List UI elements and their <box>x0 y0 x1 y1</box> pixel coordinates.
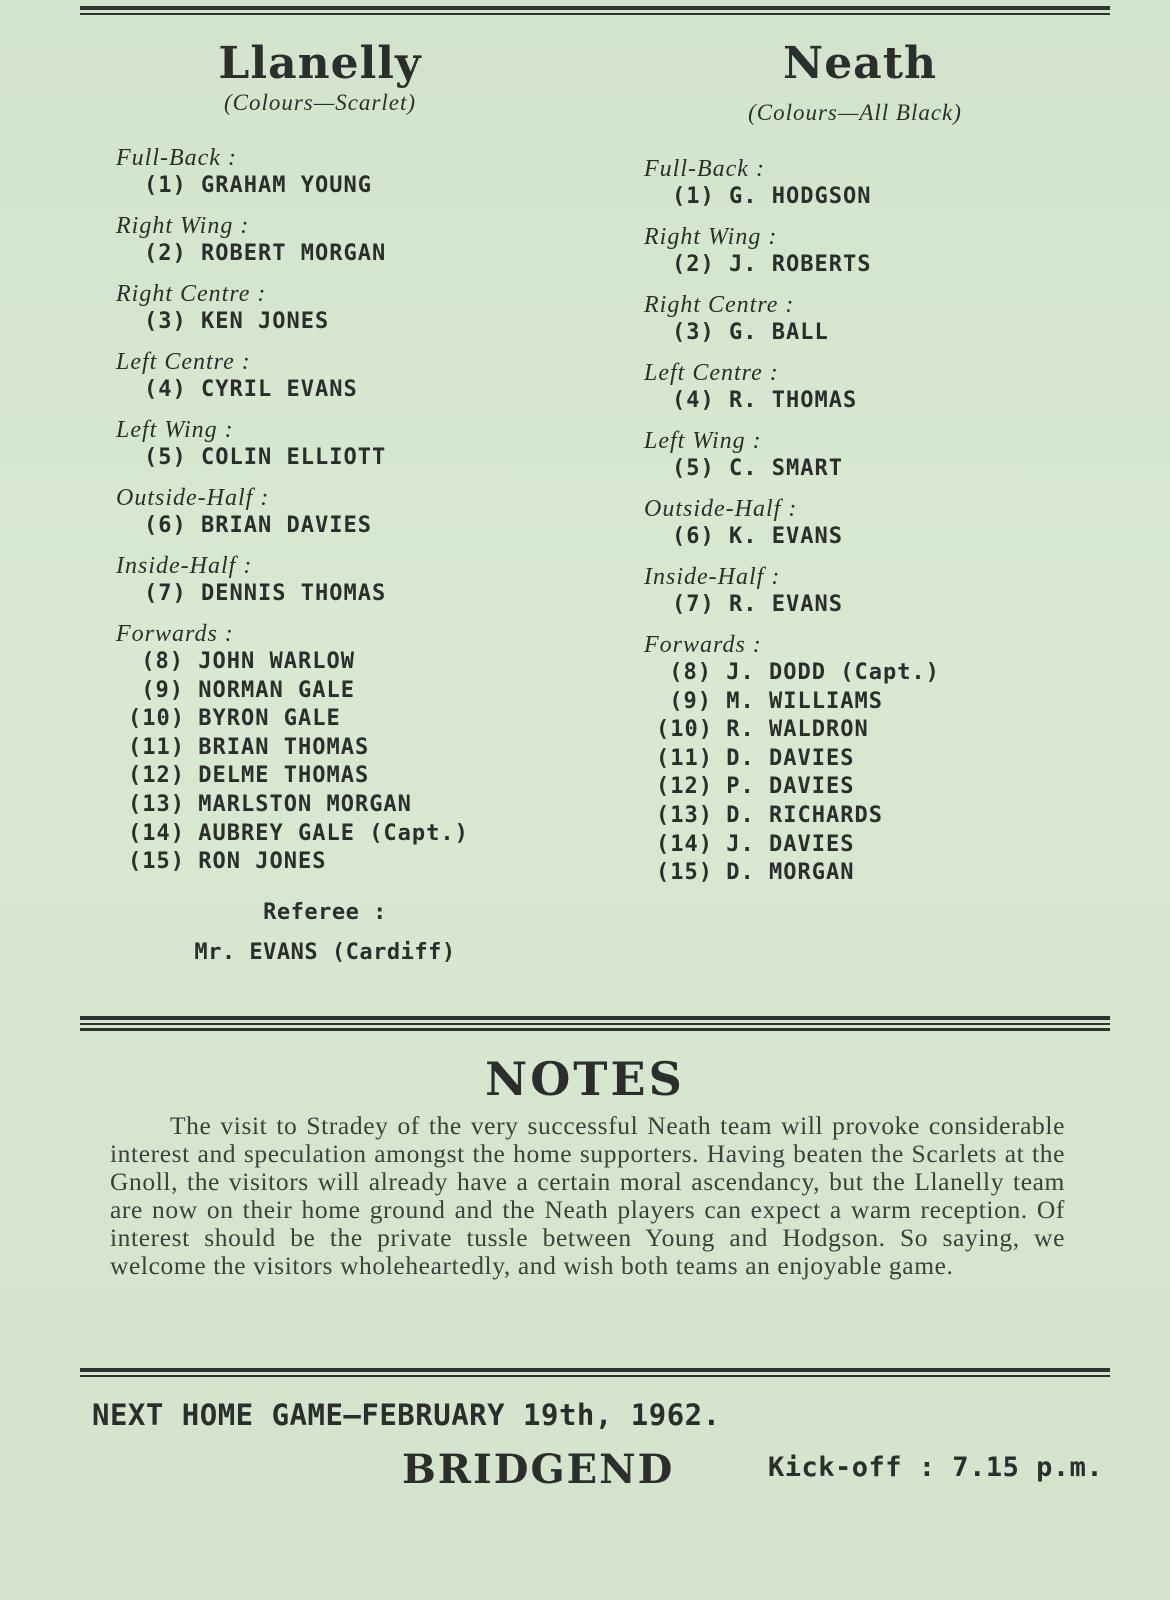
player-row <box>644 387 1084 415</box>
forward-row <box>644 659 1084 688</box>
player-number: (1) <box>144 173 187 198</box>
forward-row <box>644 745 1084 774</box>
next-game-rule <box>80 1368 1110 1377</box>
player-row <box>644 319 1084 347</box>
player-name: J. ROBERTS <box>729 252 872 277</box>
player-number: (8) <box>669 660 712 685</box>
player-number: (13) <box>656 802 713 828</box>
player-number: (5) <box>672 456 715 481</box>
player-name: D. DAVIES <box>726 745 855 771</box>
player-number: (13) <box>128 791 185 817</box>
top-rule <box>80 6 1110 15</box>
player-name: K. EVANS <box>729 524 843 549</box>
position-label: Right Wing : <box>116 213 250 239</box>
player-name: RON JONES <box>198 849 327 875</box>
player-number: (4) <box>144 377 187 402</box>
position-group <box>116 348 556 404</box>
position-label: Full-Back : <box>116 145 237 171</box>
forward-row <box>116 734 556 763</box>
player-number: (10) <box>128 706 185 732</box>
forwards-label: Forwards : <box>116 621 234 647</box>
forward-row <box>116 791 556 820</box>
player-row <box>644 591 1084 619</box>
position-group <box>644 291 1084 347</box>
player-number: (8) <box>141 649 184 674</box>
player-number: (12) <box>128 763 185 789</box>
player-number: (1) <box>672 184 715 209</box>
notes-body <box>110 1112 1065 1280</box>
player-number: (14) <box>128 820 185 846</box>
player-number: (6) <box>672 524 715 549</box>
player-row <box>116 444 556 472</box>
player-number: (3) <box>144 309 187 334</box>
player-name: BRIAN THOMAS <box>198 734 370 760</box>
position-label: Full-Back : <box>644 156 765 182</box>
next-opponent: BRIDGEND <box>402 1446 675 1493</box>
position-label: Left Centre : <box>116 349 251 375</box>
referee-label: Referee : <box>263 900 387 925</box>
player-number: (7) <box>144 581 187 606</box>
player-name: R. WALDRON <box>726 717 869 743</box>
player-row <box>116 240 556 268</box>
player-name: R. THOMAS <box>729 388 858 413</box>
position-label: Outside-Half : <box>116 485 270 511</box>
player-row <box>116 308 556 336</box>
player-row <box>644 251 1084 279</box>
notes-paragraph: The visit to Stradey of the very successful Neath team will provoke considerable interest and speculation amongst the home supporters. Having beaten the Scarlets at the Gnoll, the visitors will already have a certain moral ascendancy, but the Llanelly team are now on their home ground and the Neath players can expect a warm reception. Of interest should be the private tussle between Young and Hodgson. So saying, we welcome the visitors wholeheartedly, and wish both teams an enjoyable game. <box>110 1111 1065 1280</box>
player-number: (9) <box>669 688 712 714</box>
position-group <box>116 144 556 200</box>
player-number: (9) <box>141 677 184 703</box>
player-number: (7) <box>672 592 715 617</box>
kickoff-time: Kick-off : 7.15 p.m. <box>768 1452 1104 1483</box>
away-team-colours: (Colours—All Black) <box>748 100 962 125</box>
position-group <box>116 552 556 608</box>
player-name: BYRON GALE <box>198 706 341 732</box>
away-team-name: Neath <box>782 38 938 89</box>
player-name: G. HODGSON <box>729 184 872 209</box>
forward-row <box>644 716 1084 745</box>
player-number: (15) <box>656 860 713 886</box>
position-group <box>116 280 556 336</box>
forwards-label: Forwards : <box>644 632 762 658</box>
home-lineup <box>116 144 556 877</box>
player-number: (14) <box>656 831 713 857</box>
player-number: (11) <box>656 745 713 771</box>
notes-top-rule <box>80 1016 1110 1031</box>
player-number: (6) <box>144 513 187 538</box>
position-group <box>644 359 1084 415</box>
position-label: Right Centre : <box>116 281 267 307</box>
player-name: COLIN ELLIOTT <box>201 445 387 470</box>
player-name: M. WILLIAMS <box>726 688 883 714</box>
position-group <box>116 416 556 472</box>
position-label: Right Centre : <box>644 292 795 318</box>
player-number: (15) <box>128 849 185 875</box>
forward-row <box>644 802 1084 831</box>
position-label: Right Wing : <box>644 224 778 250</box>
player-row <box>116 512 556 540</box>
position-label: Left Wing : <box>644 428 762 454</box>
position-group <box>644 155 1084 211</box>
referee-name: Mr. EVANS (Cardiff) <box>194 940 456 965</box>
player-name: CYRIL EVANS <box>201 377 358 402</box>
position-label: Outside-Half : <box>644 496 798 522</box>
player-name: P. DAVIES <box>726 774 855 800</box>
home-team-name: Llanelly <box>218 38 422 89</box>
player-name: AUBREY GALE (Capt.) <box>198 820 469 846</box>
player-number: (2) <box>144 241 187 266</box>
player-row <box>644 183 1084 211</box>
player-row <box>116 580 556 608</box>
forward-row <box>116 648 556 677</box>
forward-row <box>116 820 556 849</box>
player-name: MARLSTON MORGAN <box>198 791 412 817</box>
position-group <box>644 495 1084 551</box>
player-row <box>116 172 556 200</box>
player-row <box>644 455 1084 483</box>
forward-row <box>644 831 1084 860</box>
forward-row <box>644 859 1084 888</box>
position-group <box>644 563 1084 619</box>
position-label: Left Wing : <box>116 417 234 443</box>
player-name: BRIAN DAVIES <box>201 513 372 538</box>
player-name: D. MORGAN <box>726 860 855 886</box>
player-name: D. RICHARDS <box>726 802 883 828</box>
player-name: DELME THOMAS <box>198 763 370 789</box>
player-name: C. SMART <box>729 456 843 481</box>
notes-title: NOTES <box>485 1052 685 1106</box>
player-number: (11) <box>128 734 185 760</box>
player-number: (4) <box>672 388 715 413</box>
home-team-colours: (Colours—Scarlet) <box>223 90 417 115</box>
player-number: (2) <box>672 252 715 277</box>
position-group <box>644 223 1084 279</box>
position-group <box>116 212 556 268</box>
forward-row <box>116 677 556 706</box>
player-number: (3) <box>672 320 715 345</box>
player-name: KEN JONES <box>201 309 330 334</box>
player-name: DENNIS THOMAS <box>201 581 387 606</box>
forward-row <box>644 773 1084 802</box>
forward-row <box>116 705 556 734</box>
forward-row <box>644 688 1084 717</box>
player-number: (12) <box>656 774 713 800</box>
player-row <box>116 376 556 404</box>
away-lineup <box>644 155 1084 888</box>
player-name: GRAHAM YOUNG <box>201 173 372 198</box>
player-name: JOHN WARLOW <box>198 649 355 674</box>
player-name: ROBERT MORGAN <box>201 241 387 266</box>
player-name: J. DAVIES <box>726 831 855 857</box>
player-name: R. EVANS <box>729 592 843 617</box>
player-row <box>644 523 1084 551</box>
position-group <box>644 427 1084 483</box>
forward-row <box>116 848 556 877</box>
position-label: Inside-Half : <box>644 564 781 590</box>
forward-row <box>116 762 556 791</box>
player-name: NORMAN GALE <box>198 677 355 703</box>
player-name: J. DODD (Capt.) <box>726 660 940 685</box>
player-name: G. BALL <box>729 320 829 345</box>
position-label: Left Centre : <box>644 360 779 386</box>
position-label: Inside-Half : <box>116 553 253 579</box>
player-number: (5) <box>144 445 187 470</box>
player-number: (10) <box>656 717 713 743</box>
next-home-game-heading: NEXT HOME GAME—FEBRUARY 19th, 1962. <box>92 1398 721 1432</box>
position-group <box>116 484 556 540</box>
